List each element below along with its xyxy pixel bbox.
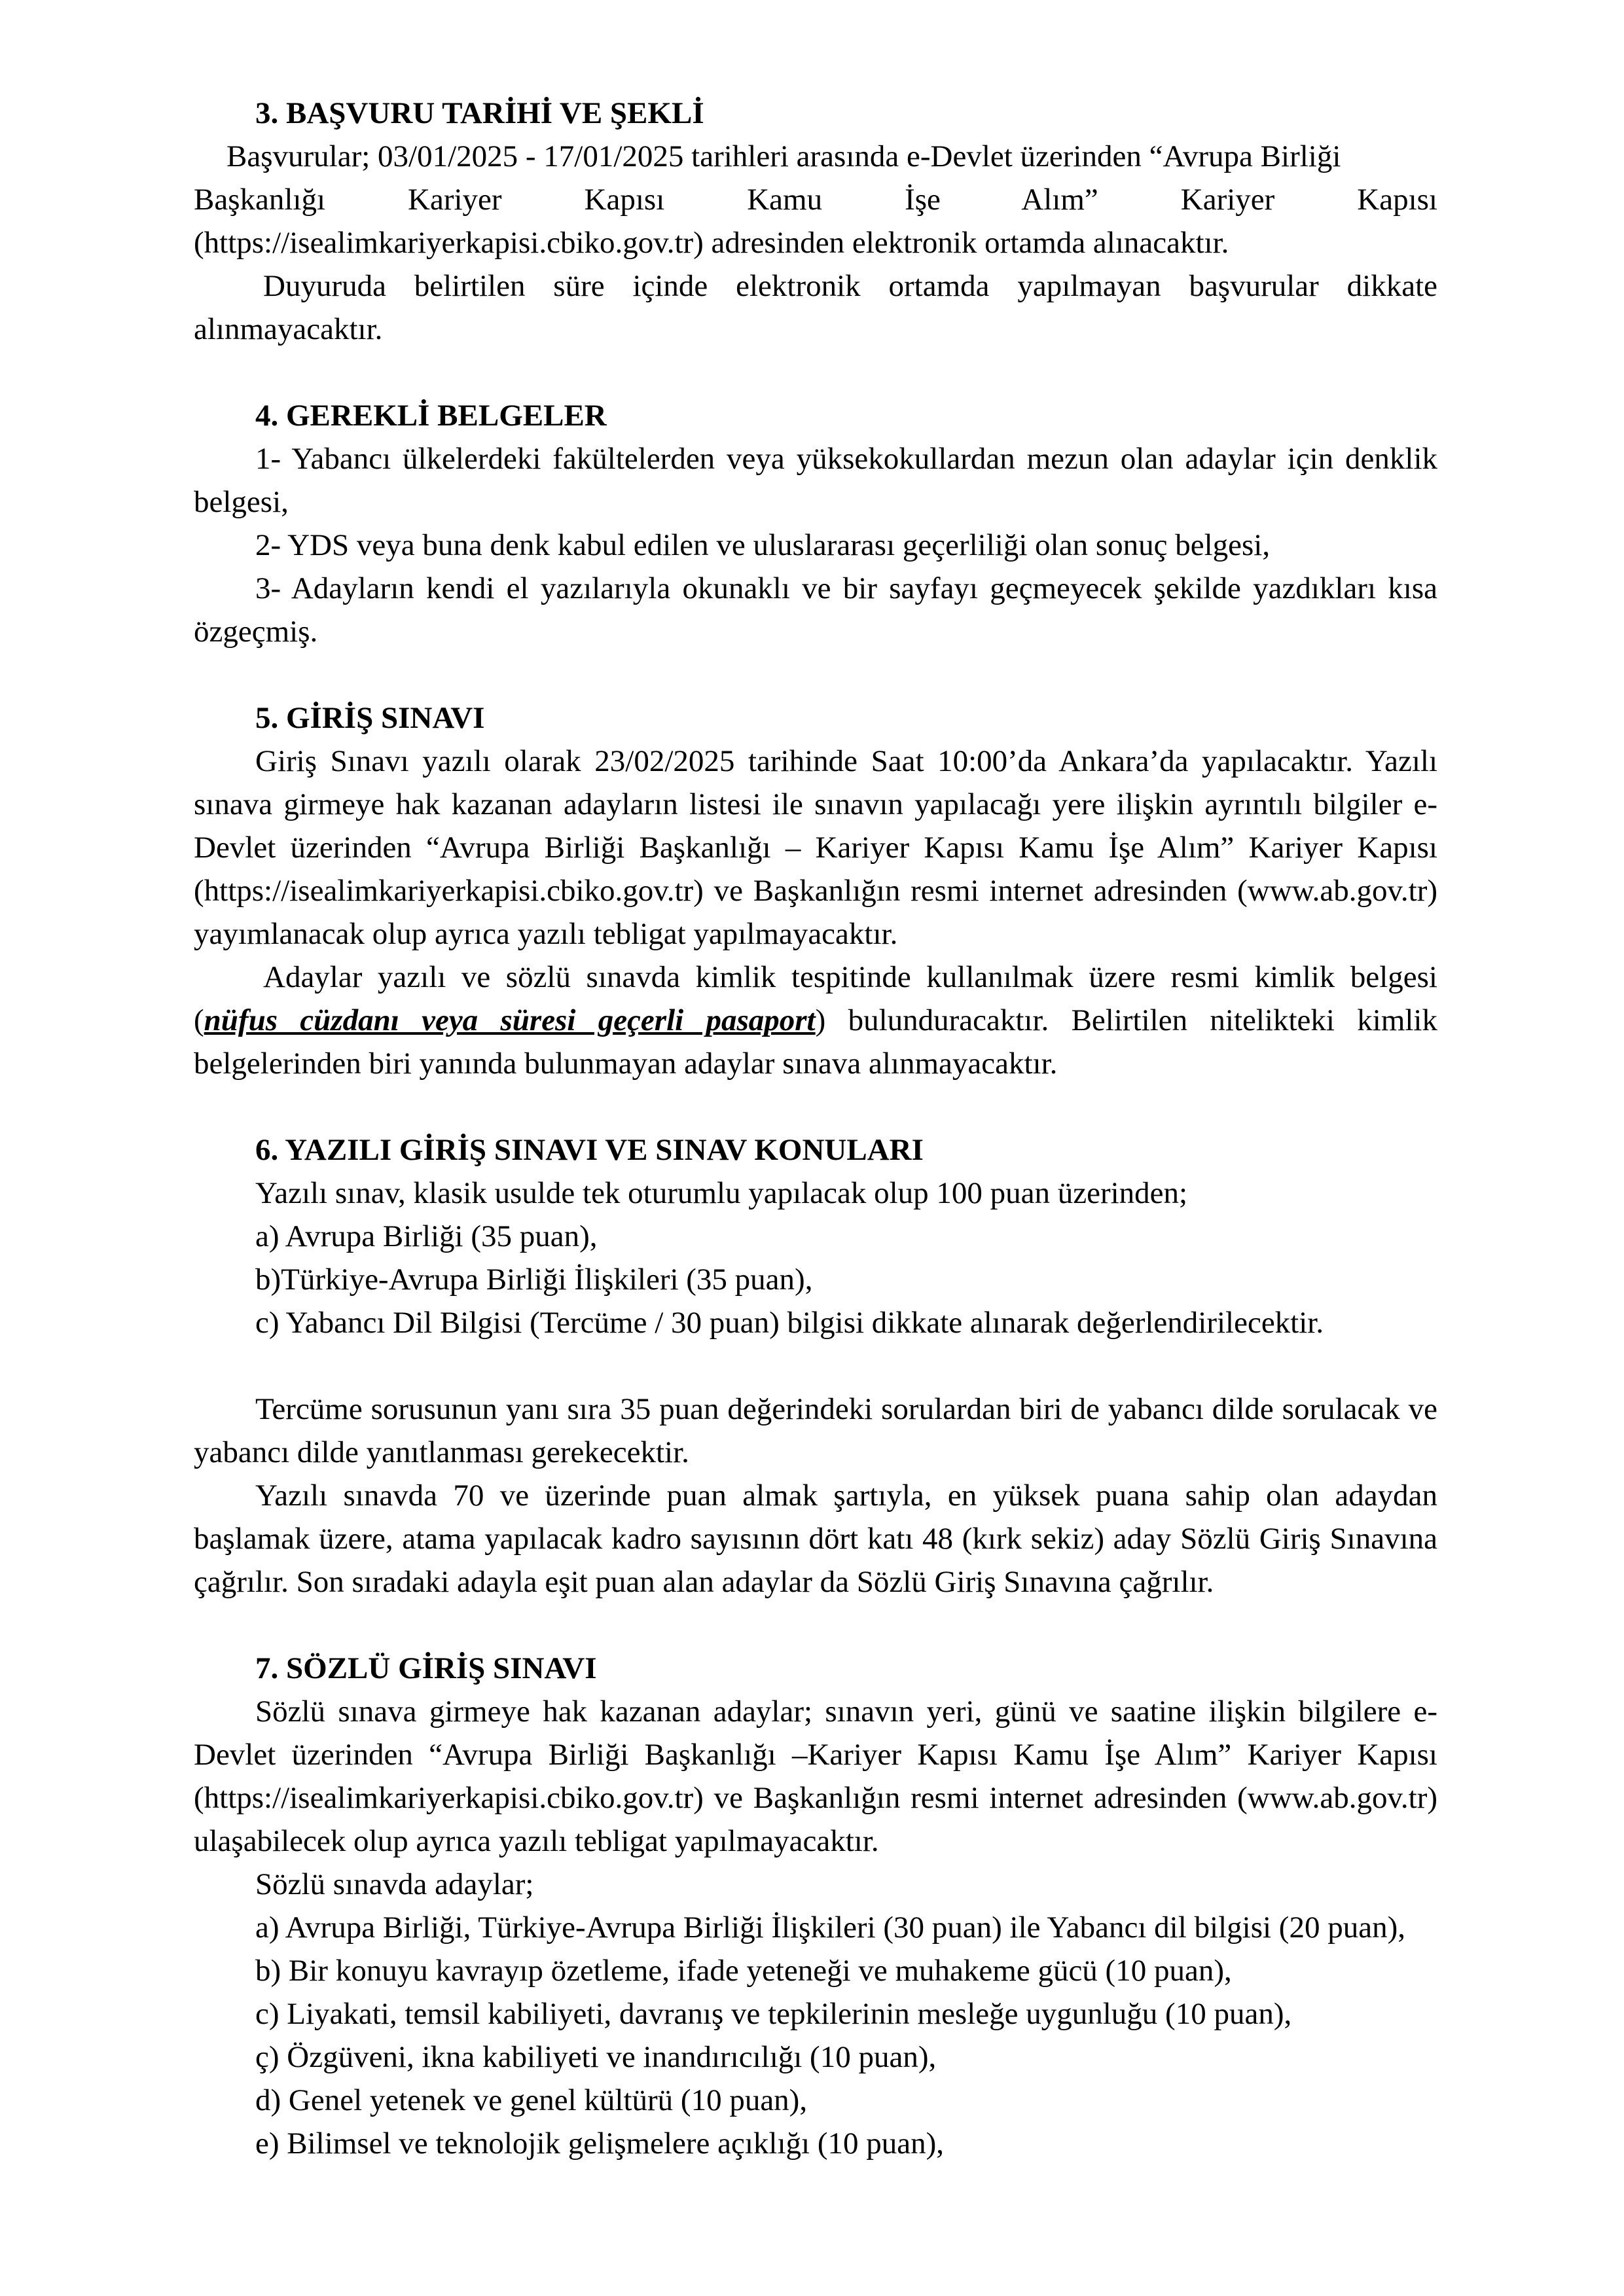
section-written-exam [194,1128,1437,1604]
section-heading: 3. BAŞVURU TARİHİ VE ŞEKLİ [255,96,704,130]
list-item: d) Genel yetenek ve genel kültürü (10 puan), [255,2083,808,2117]
list-item: a) Avrupa Birliği (35 puan), [255,1219,598,1253]
list-item: ç) Özgüveni, ikna kabiliyeti ve inandırıcılığı (10 puan), [255,2040,937,2074]
paragraph-line: Başvurular; 03/01/2025 - 17/01/2025 tarihleri arasında e-Devlet üzerinden “Avrupa Birliği [226,139,1341,173]
list-item: b)Türkiye-Avrupa Birliği İlişkileri (35 puan), [255,1263,813,1297]
paragraph-id-requirement [194,956,1437,1085]
list-item: 3- Adayların kendi el yazılarıyla okunaklı ve bir sayfayı geçmeyecek şekilde yazdıkları kısa özgeçmiş. [194,571,1437,649]
list-item: c) Liyakati, temsil kabiliyeti, davranış ve tepkilerinin mesleğe uygunluğu (10 puan), [255,1997,1292,2031]
list-item: e) Bilimsel ve teknolojik gelişmelere açıklığı (10 puan), [255,2126,944,2161]
paragraph: Sözlü sınavda adaylar; [255,1867,534,1901]
list-item: 1- Yabancı ülkelerdeki fakültelerden veya yüksekokullardan mezun olan adaylar için denklik belgesi, [194,442,1437,519]
section-heading: 7. SÖZLÜ GİRİŞ SINAVI [255,1651,597,1685]
paragraph: Duyuruda belirtilen süre içinde elektronik ortamda yapılmayan başvurular dikkate alınmayacaktır. [194,269,1437,346]
paragraph-line: (https://isealimkariyerkapisi.cbiko.gov.tr) adresinden elektronik ortamda alınacaktır. [194,226,1229,260]
paragraph: Sözlü sınava girmeye hak kazanan adaylar; sınavın yeri, günü ve saatine ilişkin bilgilere e-Devlet üzerinden “Avrupa Birliği Başkanlığı –Kariyer Kapısı Kamu İşe Alım” Kariyer Kapısı (https://isealimkariyerkapisi.cbiko.gov.tr) ve Başkanlığın resmi internet adresinden (www.ab.gov.tr) ulaşabilecek olup ayrıca yazılı tebligat yapılmayacaktır. [194,1695,1437,1858]
list-item: c) Yabancı Dil Bilgisi (Tercüme / 30 puan) bilgisi dikkate alınarak değerlendirilecektir. [255,1306,1324,1340]
section-heading: 6. YAZILI GİRİŞ SINAVI VE SINAV KONULARI [255,1133,924,1167]
emphasized-id-documents: nüfus cüzdanı veya süresi geçerli pasaport [204,1003,816,1037]
text-span: Adaylar yazılı ve sözlü sınavda kimlik tespitinde kullanılmak üzere resmi kimlik belgesi ( [194,960,1437,1037]
section-heading: 4. GEREKLİ BELGELER [255,399,607,433]
paragraph: Tercüme sorusunun yanı sıra 35 puan değerindeki sorulardan biri de yabancı dilde sorulacak ve yabancı dilde yanıtlanması gerekecektir. [194,1392,1437,1469]
list-item: 2- YDS veya buna denk kabul edilen ve uluslararası geçerliliği olan sonuç belgesi, [255,528,1271,562]
section-entrance-exam [194,696,1437,1085]
paragraph: Yazılı sınavda 70 ve üzerinde puan almak şartıyla, en yüksek puana sahip olan adaydan başlamak üzere, atama yapılacak kadro sayısının dört katı 48 (kırk sekiz) aday Sözlü Giriş Sınavına çağrılır. Son sıradaki adayla eşit puan alan adaylar da Sözlü Giriş Sınavına çağrılır. [194,1479,1437,1599]
paragraph-line: Başkanlığı Kariyer Kapısı Kamu İşe Alım” Kariyer Kapısı [194,183,1437,217]
list-item: a) Avrupa Birliği, Türkiye-Avrupa Birliği İlişkileri (30 puan) ile Yabancı dil bilgisi (20 puan), [255,1910,1405,1945]
text-span: ) bulunduracaktır. Belirtilen nitelikteki kimlik belgelerinden biri yanında bulunmayan adaylar sınava alınmayacaktır. [194,1003,1437,1081]
section-required-documents [194,394,1437,653]
section-application [194,92,1437,351]
list-item: b) Bir konuyu kavrayıp özetleme, ifade yeteneği ve muhakeme gücü (10 puan), [255,1954,1232,1988]
paragraph: Giriş Sınavı yazılı olarak 23/02/2025 tarihinde Saat 10:00’da Ankara’da yapılacaktır. Yazılı sınava girmeye hak kazanan adayların listesi ile sınavın yapılacağı yere ilişkin ayrıntılı bilgiler e-Devlet üzerinden “Avrupa Birliği Başkanlığı – Kariyer Kapısı Kamu İşe Alım” Kariyer Kapısı (https://isealimkariyerkapisi.cbiko.gov.tr) ve Başkanlığın resmi internet adresinden (www.ab.gov.tr) yayımlanacak olup ayrıca yazılı tebligat yapılmayacaktır. [194,744,1437,951]
spacer [194,1344,1437,1388]
section-heading: 5. GİRİŞ SINAVI [255,701,485,735]
section-oral-exam [194,1647,1437,2165]
document-page [194,92,1437,2165]
paragraph: Yazılı sınav, klasik usulde tek oturumlu yapılacak olup 100 puan üzerinden; [255,1176,1188,1210]
